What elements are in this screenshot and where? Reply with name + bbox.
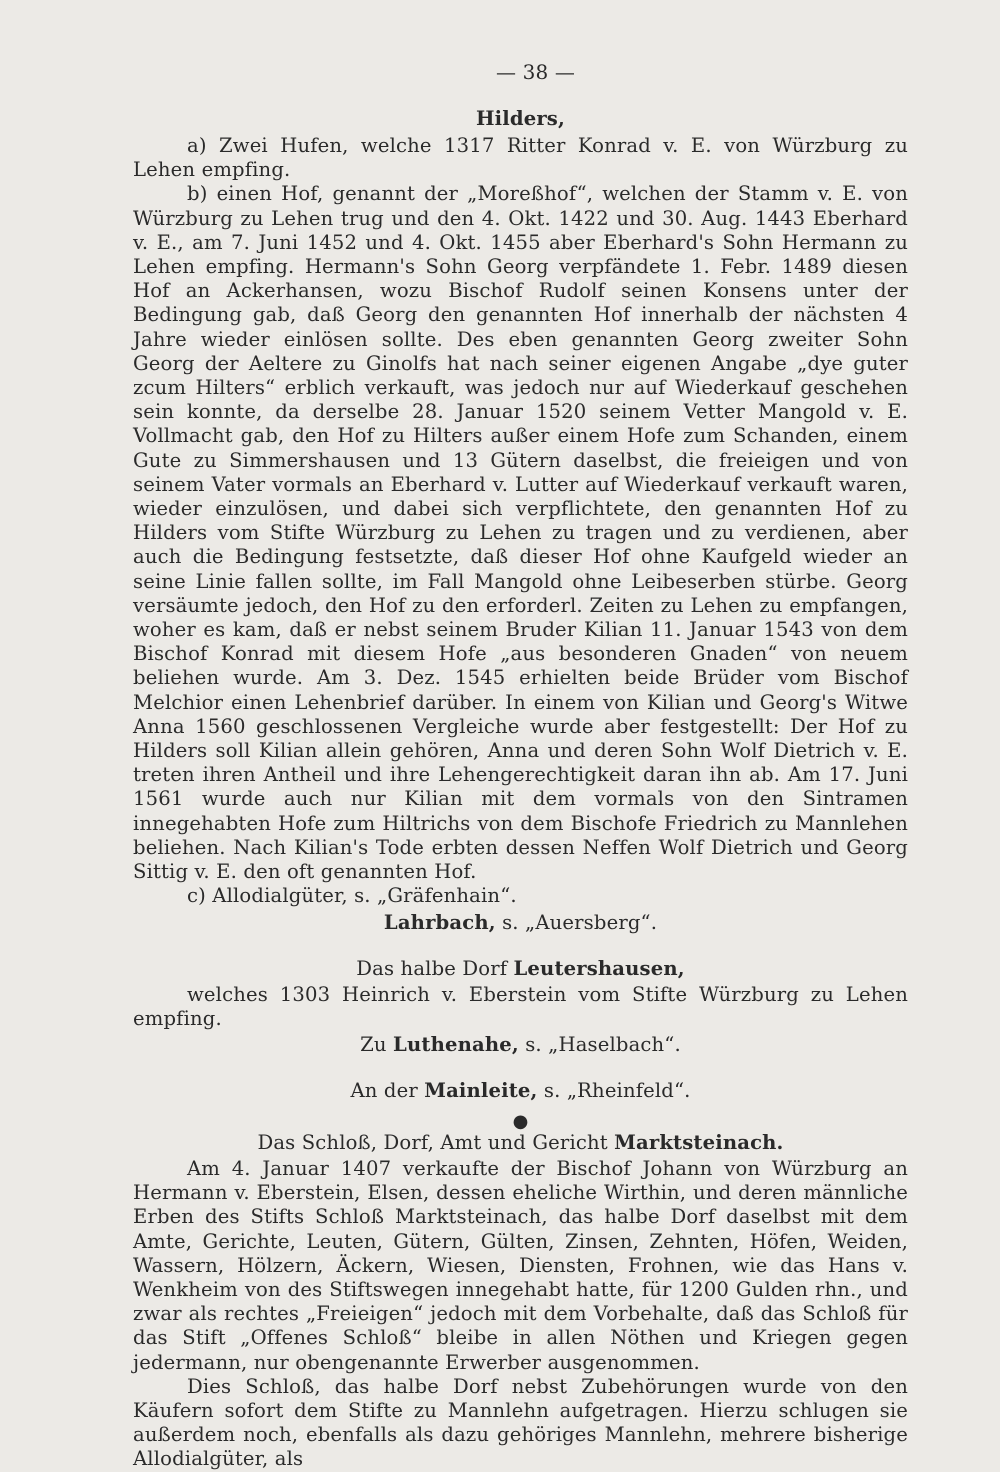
document-page — [133, 60, 908, 1472]
hilders-item-b: b) einen Hof, genannt der „Moreßhof“, welchen der Stamm v. E. von Würzburg zu Lehen trug und den 4. Okt. 1422 und 30. Aug. 1443 Eberhard v. E., am 7. Juni 1452 und 4. Okt. 1455 aber Eberhard's Sohn Hermann zu Lehen empfing. Hermann's Sohn Georg verpfändete 1. Febr. 1489 diesen Hof an Ackerhansen, wozu Bischof Rudolf seinen Konsens unter der Bedingung gab, daß Georg den genannten Hof innerhalb der nächsten 4 Jahre wieder einlösen sollte. Des eben genannten Georg zweiter Sohn Georg der Aeltere zu Ginolfs hat nach seiner eigenen Angabe „dye guter zcum Hilters“ erblich verkauft, was jedoch nur auf Wiederkauf geschehen sein konnte, da derselbe 28. Januar 1520 seinem Vetter Mangold v. E. Vollmacht gab, den Hof zu Hilters außer einem Hofe zum Schanden, einem Gute zu Simmershausen und 13 Gütern daselbst, die freieigen und von seinem Vater vormals an Eberhard v. Lutter auf Wiederkauf verkauft waren, wieder einzulösen, und dabei sich verpflichtete, den genannten Hof zu Hilders vom Stifte Würzburg zu Lehen zu tragen und zu verdienen, aber auch die Bedingung festsetzte, daß dieser Hof ohne Kaufgeld wieder an seine Linie fallen sollte, im Fall Mangold ohne Leibeserben stürbe. Georg versäumte jedoch, den Hof zu den erforderl. Zeiten zu Lehen zu empfangen, woher es kam, daß er nebst seinem Bruder Kilian 11. Januar 1543 von dem Bischof Konrad mit diesem Hofe „aus besonderen Gnaden“ von neuem beliehen wurde. Am 3. Dez. 1545 erhielten beide Brüder vom Bischof Melchior einen Lehenbrief darüber. In einem von Kilian und Georg's Witwe Anna 1560 geschlossenen Vergleiche wurde aber festgestellt: Der Hof zu Hilders soll Kilian allein gehören, Anna und deren Sohn Wolf Dietrich v. E. treten ihren Antheil und ihre Lehengerechtigkeit daran ihn ab. Am 17. Juni 1561 wurde auch nur Kilian mit dem vormals von den Sintramen innegehabten Hofe zum Hiltrichs von dem Bischofe Friedrich zu Mannlehen beliehen. Nach Kilian's Tode erbten dessen Neffen Wolf Dietrich und Georg Sittig v. E. den oft genannten Hof. — [133, 182, 908, 884]
entry-mainleite — [133, 1077, 908, 1105]
page-number: — 38 — — [495, 60, 576, 84]
entry-luthenahe — [133, 1031, 908, 1059]
hilders-item-a: a) Zwei Hufen, welche 1317 Ritter Konrad v. E. von Würzburg zu Lehen empfing. — [133, 134, 908, 182]
leutershausen-text: welches 1303 Heinrich v. Eberstein vom Stifte Würzburg zu Lehen empfing. — [133, 982, 908, 1030]
mainleite-prefix: An der — [350, 1078, 425, 1102]
ink-dot-mark: ● — [512, 1110, 529, 1132]
place-name-lahrbach: Lahrbach, — [383, 910, 496, 934]
place-name-leutershausen: Leutershausen, — [513, 956, 685, 980]
hilders-item-c: c) Allodialgüter, s. „Gräfenhain“. — [187, 884, 517, 908]
entry-marktsteinach-heading — [133, 1129, 908, 1157]
marktsteinach-paragraph-1: Am 4. Januar 1407 verkaufte der Bischof Johann von Würzburg an Hermann v. Eberstein, Elsen, dessen eheliche Wirthin, und deren männliche Erben des Stifts Schloß Marktsteinach, das halbe Dorf daselbst mit dem Amte, Gerichte, Leuten, Gütern, Gülten, Zinsen, Zehnten, Höfen, Weiden, Wassern, Hölzern, Äckern, Wiesen, Diensten, Frohnen, wie das Hans v. Wenkheim von des Stiftswegen innegehabt hatte, für 1200 Gulden rhn., und zwar als rechtes „Freieigen“ jedoch mit dem Vorbehalte, daß das Schloß für das Stift „Offenes Schloß“ bleibe in allen Nöthen und Kriegen gegen jedermann, nur obengenannte Erwerber ausgenommen. — [133, 1156, 908, 1374]
marktsteinach-paragraph-2: Dies Schloß, das halbe Dorf nebst Zubehörungen wurde von den Käufern sofort dem Stifte zu Mannlehn aufgetragen. Hierzu schlugen sie außerdem noch, ebenfalls als dazu gehöriges Mannlehn, mehrere bisherige Allodialgüter, als — [133, 1374, 908, 1471]
place-name-luthenahe: Luthenahe, — [393, 1032, 519, 1056]
leutershausen-prefix: Das halbe Dorf — [356, 956, 514, 980]
heading-hilders: Hilders, — [476, 107, 565, 130]
entry-lahrbach — [133, 909, 908, 937]
luthenahe-prefix: Zu — [360, 1032, 394, 1056]
mainleite-reference: s. „Rheinfeld“. — [537, 1078, 691, 1102]
place-name-mainleite: Mainleite, — [424, 1078, 538, 1102]
luthenahe-reference: s. „Haselbach“. — [518, 1032, 681, 1056]
place-name-marktsteinach: Marktsteinach. — [614, 1130, 784, 1154]
lahrbach-reference: s. „Auersberg“. — [495, 910, 658, 934]
marktsteinach-prefix: Das Schloß, Dorf, Amt und Gericht — [257, 1130, 615, 1154]
entry-leutershausen-heading — [133, 955, 908, 983]
